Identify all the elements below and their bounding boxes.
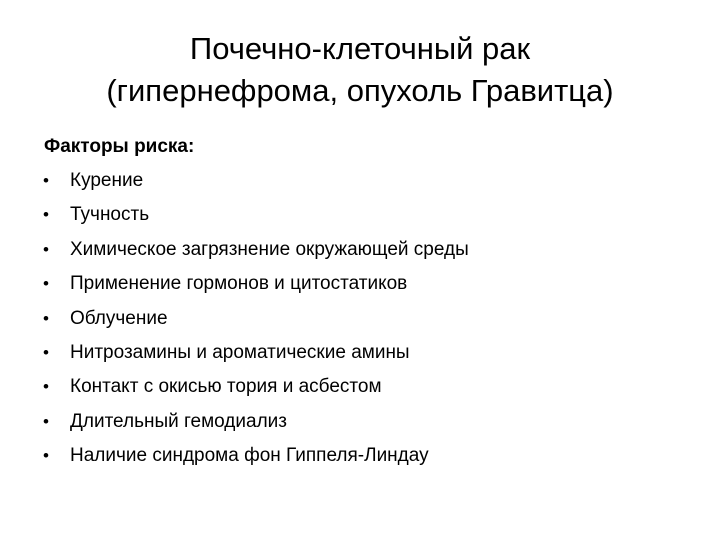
list-item <box>43 164 693 198</box>
list-item-text: Химическое загрязнение окружающей среды <box>70 238 469 260</box>
list-item <box>43 439 693 473</box>
bullet-icon: • <box>43 274 49 294</box>
list-item-text: Наличие синдрома фон Гиппеля-Линдау <box>70 445 429 467</box>
slide-title <box>40 28 680 112</box>
bullet-icon: • <box>43 411 49 431</box>
list-item-text: Курение <box>70 170 144 191</box>
risk-factors-heading: Факторы риска: <box>44 136 195 157</box>
list-item-text: Длительный гемодиализ <box>70 410 287 432</box>
list-item <box>43 370 693 404</box>
list-item-text: Облучение <box>70 307 168 329</box>
list-item-text: Нитрозамины и ароматические амины <box>70 342 410 364</box>
list-item <box>43 405 693 439</box>
list-item <box>43 233 693 267</box>
bullet-icon: • <box>43 205 49 225</box>
bullet-icon: • <box>43 343 49 363</box>
title-line-1: Почечно-клеточный рак <box>189 31 531 66</box>
list-item <box>43 336 693 370</box>
slide-body <box>43 130 693 474</box>
bullet-icon: • <box>43 308 49 328</box>
list-item-text: Контакт с окисью тория и асбестом <box>70 376 382 398</box>
list-item-text: Тучность <box>70 204 150 226</box>
bullet-icon: • <box>43 239 49 259</box>
bullet-icon: • <box>43 377 49 397</box>
list-item <box>43 302 693 336</box>
list-item <box>43 267 693 301</box>
bullet-icon: • <box>43 171 49 190</box>
bullet-icon: • <box>43 446 49 466</box>
list-item-text: Применение гормонов и цитостатиков <box>70 273 408 295</box>
risk-factors-list <box>43 164 693 474</box>
title-line-2: (гипернефрома, опухоль Гравитца) <box>106 73 614 108</box>
list-item <box>43 198 693 232</box>
